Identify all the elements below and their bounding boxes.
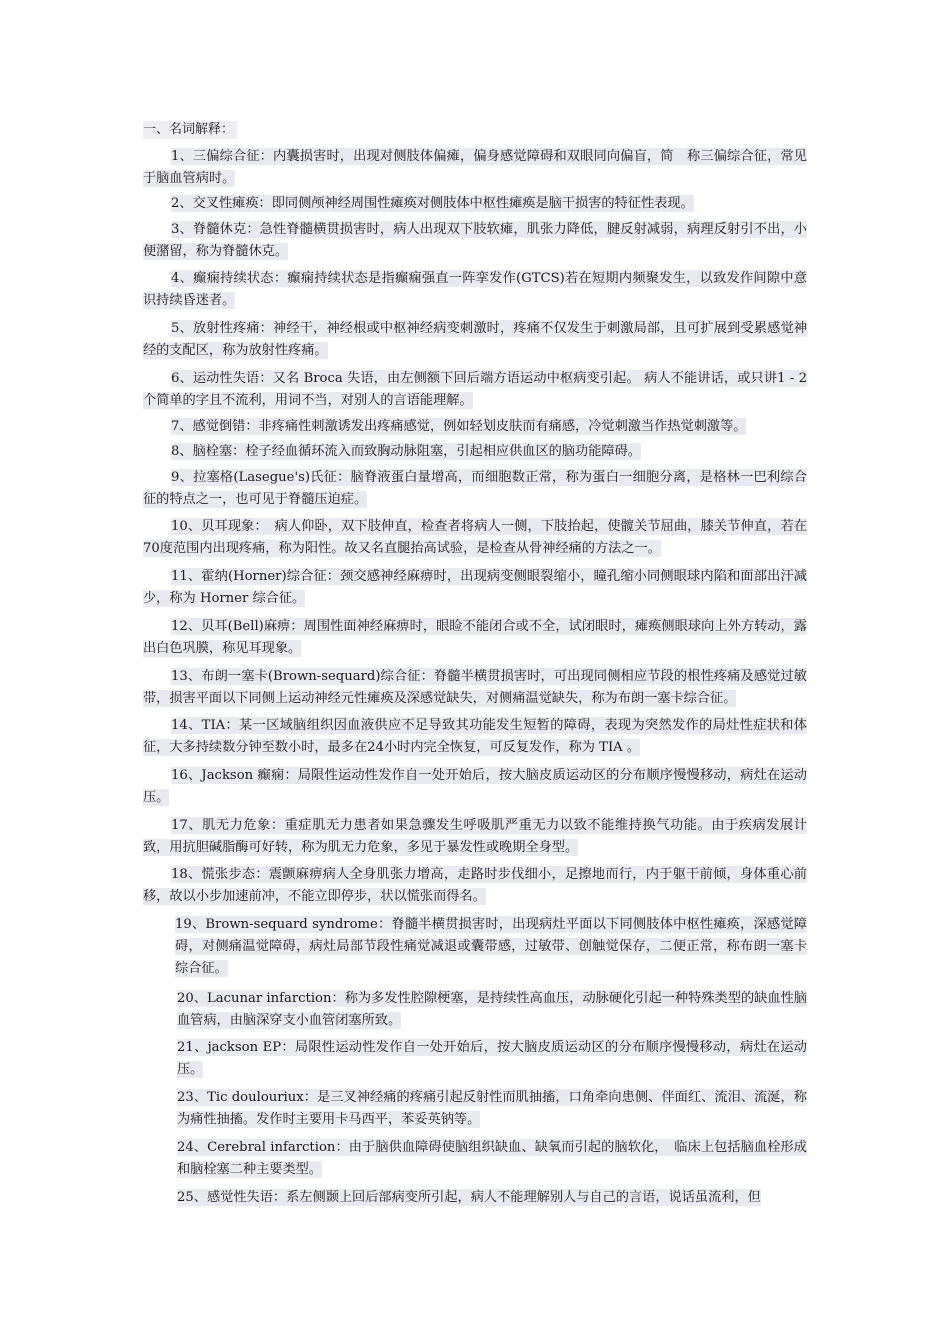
definition-entry-23: 23、Tic doulouriux：是三叉神经痛的疼痛引起反射性而肌抽搐，口角牵向患侧、伴面红、流泪、流涎，称为痛性抽搐。发作时主要用卡马西平，苯妥英钠等。 bbox=[177, 1090, 807, 1127]
definition-entry-6: 6、运动性失语：又名 Broca 失语，由左侧额下回后端方语运动中枢病变引起。 病人不能讲话，或只讲1 - 2个简单的字且不流利，用词不当，对别人的言语能理解。 bbox=[143, 371, 807, 408]
definition-entry-20: 20、Lacunar infarction：称为多发性腔隙梗塞，是持续性高血压，动脉硬化引起一种特殊类型的缺血性脑血管病，由脑深穿支小血管闭塞所致。 bbox=[177, 991, 807, 1028]
definition-entry-21: 21、jackson EP：局限性运动性发作自一处开始后，按大脑皮质运动区的分布顺序慢慢移动，病灶在运动压。 bbox=[177, 1040, 807, 1077]
definition-entry-8: 8、脑栓塞：栓子经血循环流入而致胸动脉阻塞，引起相应供血区的脑功能障碍。 bbox=[171, 444, 641, 459]
definition-entry-24: 24、Cerebral infarction：由于脑供血障碍使脑组织缺血、缺氧而引起的脑软化， 临床上包括脑血栓形成和脑栓塞二种主要类型。 bbox=[177, 1140, 807, 1177]
definition-entry-13: 13、布朗一塞卡(Brown-sequard)综合征：脊髓半横贯损害时，可出现同侧相应节段的根性疼痛及感觉过敏带，损害平面以下同侧上运动神经元性瘫痪及深感觉缺失，对侧痛温觉缺失，称为布朗一塞卡综合征。 bbox=[143, 669, 807, 706]
definition-entry-3: 3、脊髓休克：急性脊髓横贯损害时，病人出现双下肢软瘫，肌张力降低，腱反射减弱，病理反射引不出，小便潴留，称为脊髓休克。 bbox=[143, 222, 807, 259]
definition-entry-18: 18、慌张步态：震颤麻痹病人全身肌张力增高，走路时步伐细小，足擦地而行，内于躯干前倾，身体重心前移，故以小步加速前冲，不能立即停步，状以慌张而得名。 bbox=[143, 867, 807, 904]
definition-entry-14: 14、TIA：某一区域脑组织因血液供应不足导致其功能发生短暂的障碍，表现为突然发作的局灶性症状和体征，大多持续数分钟至数小时，最多在24小时内完全恢复，可反复发作，称为 TIA 。 bbox=[143, 718, 807, 755]
section-heading: 一、名词解释： bbox=[143, 121, 237, 139]
definition-entry-11: 11、霍纳(Horner)综合征：颈交感神经麻痹时，出现病变侧眼裂缩小，瞳孔缩小同侧眼球内陷和面部出汗减少，称为 Horner 综合征。 bbox=[143, 569, 807, 606]
definition-entry-7: 7、感觉倒错：非疼痛性刺激诱发出疼痛感觉，例如轻划皮肤而有痛感，冷觉刺激当作热觉刺激等。 bbox=[171, 419, 747, 434]
definition-entry-25: 25、感觉性失语：系左侧颞上回后部病变所引起，病人不能理解别人与自己的言语，说话虽流利，但 bbox=[177, 1190, 761, 1205]
definition-entry-16: 16、Jackson 癫痫：局限性运动性发作自一处开始后，按大脑皮质运动区的分布顺序慢慢移动，病灶在运动压。 bbox=[143, 768, 807, 805]
definition-entry-5: 5、放射性疼痛：神经干，神经根或中枢神经病变刺激时，疼痛不仅发生于刺激局部，且可扩展到受累感觉神经的支配区，称为放射性疼痛。 bbox=[143, 321, 807, 358]
definition-entry-1: 1、三偏综合征：内囊损害时，出现对侧肢体偏瘫，偏身感觉障碍和双眼同向偏盲，简 称三偏综合征，常见于脑血管病时。 bbox=[143, 149, 807, 186]
definition-entry-2: 2、交叉性瘫痪：即同侧颅神经周围性瘫痪对侧肢体中枢性瘫痪是脑干损害的特征性表现。 bbox=[171, 196, 694, 211]
definition-entry-19: 19、Brown-sequard syndrome：脊髓半横贯损害时，出现病灶平面以下同侧肢体中枢性瘫痪，深感觉障碍，对侧痛温觉障碍，病灶局部节段性痛觉减退或囊带感，过敏带、创触觉保存，二便正常，称布朗一塞卡综合征。 bbox=[175, 917, 807, 976]
definition-entry-10: 10、贝耳现象： 病人仰卧，双下肢伸直，检查者将病人一侧，下肢抬起，使髋关节屈曲，膝关节伸直，若在70度范围内出现疼痛，称为阳性。故又名直腿抬高试验，是检查从骨神经痛的方法之一。 bbox=[143, 519, 807, 556]
definition-entry-9: 9、拉塞格(Lasegue's)氏征：脑脊液蛋白量增高，而细胞数正常，称为蛋白一细胞分离，是格林一巴利综合征的特点之一，也可见于脊髓压迫症。 bbox=[143, 470, 807, 507]
definition-entry-17: 17、肌无力危象：重症肌无力患者如果急骤发生呼吸肌严重无力以致不能维持换气功能。由于疾病发展计致，用抗胆碱脂酶可好转，称为肌无力危象，多见于暴发性或晚期全身型。 bbox=[143, 818, 807, 855]
definition-entry-12: 12、贝耳(Bell)麻痹：周围性面神经麻痹时，眼睑不能闭合或不全，试闭眼时，瘫痪侧眼球向上外方转动，露出白色巩膜，称见耳现象。 bbox=[143, 619, 807, 656]
definition-entry-4: 4、癫痫持续状态：癫痫持续状态是指癫痫强直一阵挛发作(GTCS)若在短期内频聚发生，以致发作间隙中意识持续昏迷者。 bbox=[143, 271, 807, 308]
